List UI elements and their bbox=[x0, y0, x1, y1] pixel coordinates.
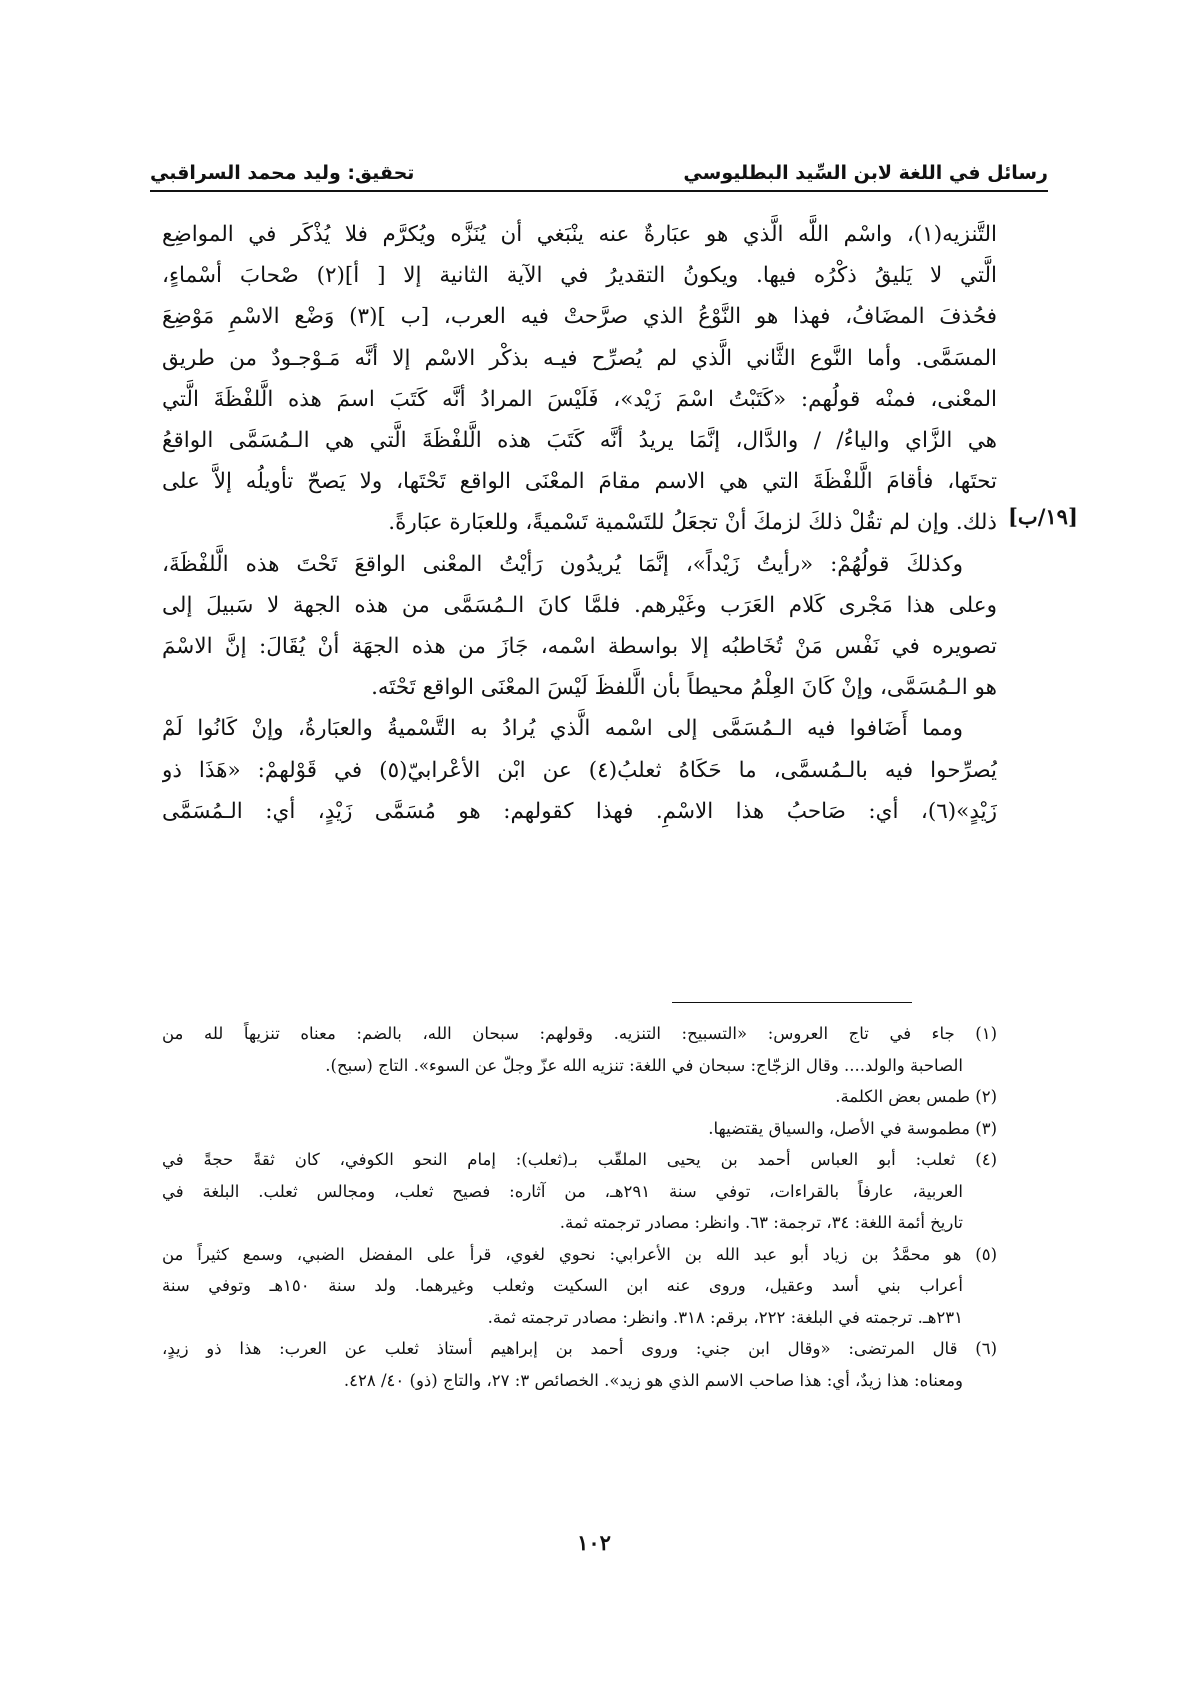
footnote-5 bbox=[162, 1239, 997, 1334]
footnote-separator bbox=[672, 1002, 912, 1003]
footnote-6 bbox=[162, 1333, 997, 1396]
footnote-line: (٣) مطموسة في الأصل، والسياق يقتضيها. bbox=[708, 1118, 997, 1138]
footnote-line: ومعناه: هذا زيدٌ، أي: هذا صاحب الاسم الذي هو زيد». الخصائص ٣: ٢٧، والتاج (ذو) ٤٠/ ٤٢٨. bbox=[343, 1370, 963, 1390]
text-line: تصويره في نَفْس مَنْ تُخَاطبُه إلا بواسطة اسْمه، جَازَ من هذه الجهَة أنْ يُقَالَ: إنَّ الاسْمَ bbox=[162, 634, 997, 660]
text-line: التَّنزيه(١)، واسْم اللَّه الَّذي هو عبَارةٌ عنه ينْبَغي أن يُنَزَّه ويُكرَّم فلا يُذْكَر في المواضِع bbox=[162, 222, 997, 247]
footnote-2 bbox=[162, 1081, 997, 1113]
footnote-line: تاريخ أئمة اللغة: ٣٤، ترجمة: ٦٣. وانظر: مصادر ترجمته ثمة. bbox=[559, 1213, 963, 1232]
text-line: ذلك. وإن لم تقُلْ ذلكَ لزمكَ أنْ تجعَلُ للتَسْمية تَسْميةً، وللعبَارة عبَارةً. bbox=[388, 510, 997, 536]
footnote-line: العربية، عارفاً بالقراءات، توفي سنة ٢٩١هـ، من آثاره: فصيح ثعلب، ومجالس ثعلب. البلغة في bbox=[162, 1181, 963, 1201]
footnote-line: (٦) قال المرتضى: «وقال ابن جني: وروى أحمد بن إبراهيم أستاذ ثعلب عن العرب: هذا ذو زيدٍ، bbox=[162, 1339, 997, 1358]
text-line: هو الـمُسَمَّى، وإنْ كَانَ العِلْمُ محيطاً بأن الَّلفظَ لَيْسَ المعْنَى الواقع تَحْتَه. bbox=[371, 675, 997, 701]
text-line: الَّتي لا يَليقُ ذكْرُه فيها. ويكونُ التقديرُ في الآية الثانية إلا [ أ](٢) صْحابَ أسْماءٍ، bbox=[162, 263, 997, 289]
text-line: المسَمَّى. وأما النَّوع الثَّاني الَّذي لم يُصرِّح فيـه بذكْر الاسْم إلا أنَّه مَـوْجـودٌ من طريق bbox=[162, 345, 997, 371]
footnote-line: (٤) ثعلب: أبو العباس أحمد بن يحيى الملقّب بـ(ثعلب): إمام النحو الكوفي، كان ثقةً حجةً في bbox=[162, 1150, 997, 1169]
footnote-line: الصاحبة والولد.... وقال الزجّاج: سبحان في اللغة: تنزيه الله عزّ وجلّ عن السوء». التاج (سبح). bbox=[325, 1055, 963, 1075]
header-rule bbox=[150, 190, 1048, 192]
footnote-1 bbox=[162, 1018, 997, 1081]
footnote-4 bbox=[162, 1144, 997, 1239]
text-line: فحُذفَ المضَافُ، فهذا هو النَّوْعُ الذي صرَّحتْ فيه العرب، [ب ](٣) وَضْع الاسْمِ مَوْضِعَ bbox=[162, 304, 997, 330]
footnote-line: (١) جاء في تاج العروس: «التسبيح: التنزيه. وقولهم: سبحان الله، بالضم: معناه تنزيهاً لله من bbox=[162, 1024, 997, 1043]
text-line: وكذلكَ قولُهُمْ: «رأيتُ زَيْداً»، إنَّمَا يُريدُون رَأيْتُ المعْنى الواقعَ تَحْتَ هذه الَّلفْظَةَ، bbox=[162, 551, 963, 577]
manuscript-folio-marker: [١٩/ب] bbox=[1008, 504, 1078, 529]
book-title: رسائل في اللغة لابن السِّيد البطليوسي bbox=[683, 162, 1048, 184]
footnote-line: (٢) طمس بعض الكلمة. bbox=[835, 1087, 997, 1106]
running-header bbox=[150, 150, 1048, 184]
editor-credit: تحقيق: وليد محمد السراقبي bbox=[150, 162, 415, 184]
text-line: المعْنى، فمنْه قولُهم: «كَتَبْتُ اسْمَ زَيْد»، فَلَيْسَ المرادُ أنَّه كَتَبَ اسمَ هذه الَّلفْظَةَ الَّتي bbox=[162, 386, 997, 412]
text-line: ومما أَضَافوا فيه الـمُسَمَّى إلى اسْمه الَّذي يُرادُ به التَّسْميةُ والعبَارةُ، وإنْ كَانُوا لَمْ bbox=[162, 716, 963, 742]
footnote-line: أعراب بني أسد وعقيل، وروى عنه ابن السكيت وثعلب وغيرهما. ولد سنة ١٥٠هـ وتوفي سنة bbox=[162, 1276, 963, 1295]
text-line: يُصرِّحوا فيه بالـمُسمَّى، ما حَكَاهُ ثعلبُ(٤) عن ابْن الأعْرابيّ(٥) في قَوْلهمْ: «هَذَا ذو bbox=[162, 757, 997, 783]
footnote-line: ٢٣١هـ. ترجمته في البلغة: ٢٢٢، برقم: ٣١٨. وانظر: مصادر ترجمته ثمة. bbox=[487, 1307, 963, 1327]
text-line: تحتَها، فأقامَ الَّلفْظَةَ التي هي الاسم مقامَ المعْنَى الواقع تَحْتَها، ولا يَصحّ تأويلُه إلاَّ على bbox=[162, 469, 997, 495]
text-line: هي الزَّاي والياءُ/ / والدَّال، إنَّمَا يريدُ أنَّه كَتَبَ هذه الَّلفْظَةَ الَّتي هي الـمُسَمَّى الواقعُ bbox=[162, 428, 997, 454]
footnote-line: (٥) هو محمَّدُ بن زياد أبو عبد الله بن الأعرابي: نحوي لغوي، قرأ على المفضل الضبي، وسمع كثيراً من bbox=[162, 1244, 997, 1264]
text-line: زَيْدٍ»(٦)، أي: صَاحبُ هذا الاسْمِ. فهذا كقولهم: هو مُسَمَّى زَيْدٍ، أي: الـمُسَمَّى bbox=[162, 798, 997, 824]
main-text bbox=[162, 214, 997, 832]
text-line: وعلى هذا مَجْرى كَلام العَرَب وغَيْرهم. فلمَّا كانَ الـمُسَمَّى من هذه الجهة لا سَبيلَ إلى bbox=[162, 592, 997, 618]
footnote-3 bbox=[162, 1113, 997, 1145]
page-number: ١٠٢ bbox=[577, 1530, 611, 1555]
footnotes bbox=[162, 1018, 997, 1396]
